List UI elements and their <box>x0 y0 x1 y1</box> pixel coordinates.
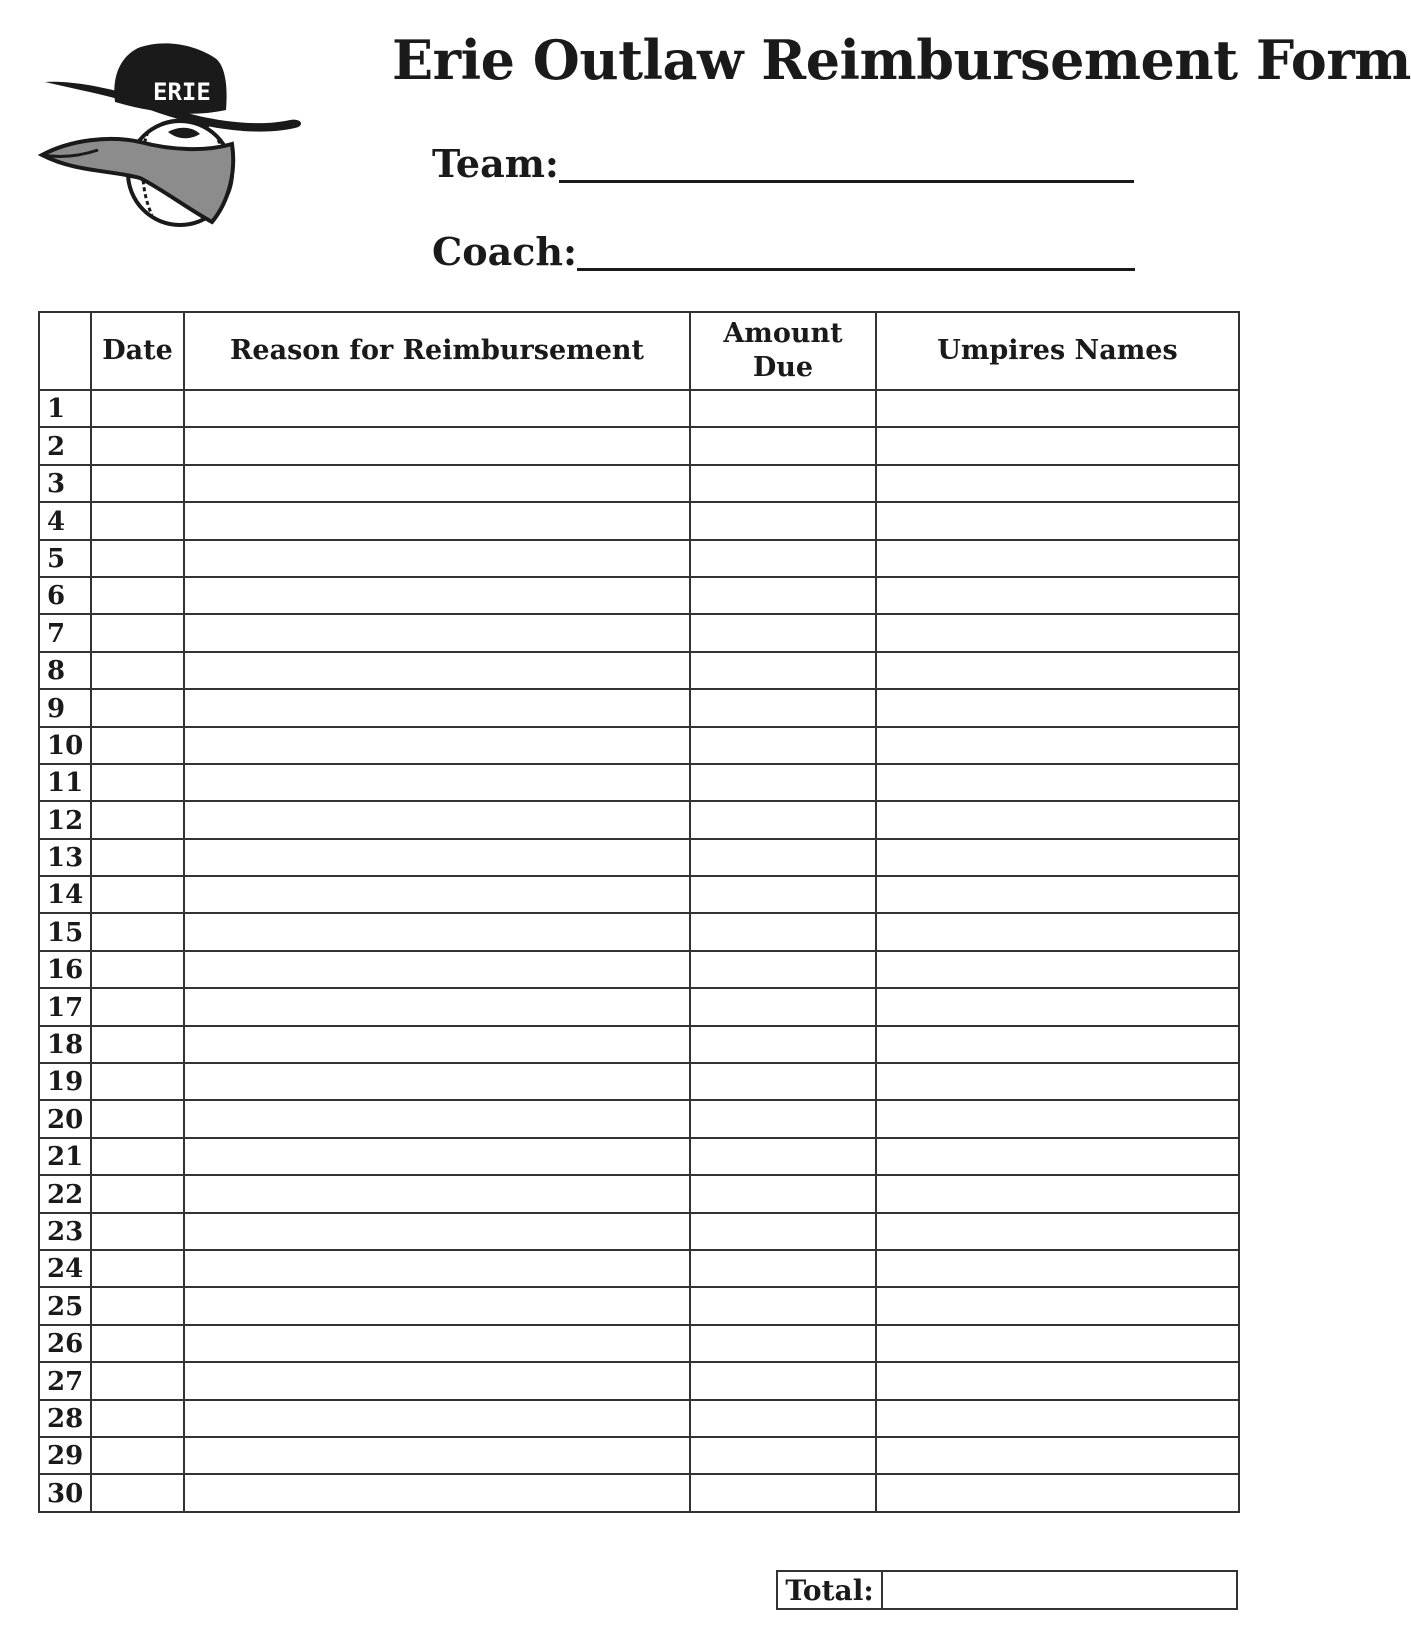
amount-due-cell[interactable] <box>690 951 876 988</box>
row-number: 6 <box>39 577 91 614</box>
date-cell[interactable] <box>91 988 184 1025</box>
row-number: 9 <box>39 689 91 726</box>
reason-cell[interactable] <box>184 764 690 801</box>
amount-due-cell[interactable] <box>690 764 876 801</box>
umpires-cell[interactable] <box>876 913 1239 950</box>
amount-due-cell[interactable] <box>690 1474 876 1511</box>
reason-cell[interactable] <box>184 1026 690 1063</box>
umpires-cell[interactable] <box>876 1474 1239 1511</box>
umpires-cell[interactable] <box>876 1437 1239 1474</box>
umpires-cell[interactable] <box>876 540 1239 577</box>
row-number: 30 <box>39 1474 91 1511</box>
row-number: 22 <box>39 1175 91 1212</box>
table-row <box>39 727 1239 764</box>
reason-cell[interactable] <box>184 1175 690 1212</box>
coach-input-line[interactable] <box>577 230 1135 271</box>
row-number: 28 <box>39 1400 91 1437</box>
umpires-cell[interactable] <box>876 727 1239 764</box>
date-cell[interactable] <box>91 913 184 950</box>
reimbursement-table <box>38 311 1240 1513</box>
reason-cell[interactable] <box>184 988 690 1025</box>
table-row <box>39 465 1239 502</box>
date-cell[interactable] <box>91 1474 184 1511</box>
row-number: 18 <box>39 1026 91 1063</box>
reason-cell[interactable] <box>184 1287 690 1324</box>
row-number: 21 <box>39 1138 91 1175</box>
reason-cell[interactable] <box>184 727 690 764</box>
reason-cell[interactable] <box>184 577 690 614</box>
umpires-cell[interactable] <box>876 1138 1239 1175</box>
table-row <box>39 577 1239 614</box>
amount-due-cell[interactable] <box>690 540 876 577</box>
hat-text: ERIE <box>153 78 211 106</box>
row-number: 15 <box>39 913 91 950</box>
table-row <box>39 652 1239 689</box>
umpires-cell[interactable] <box>876 1100 1239 1137</box>
umpires-cell[interactable] <box>876 801 1239 838</box>
row-number: 29 <box>39 1437 91 1474</box>
row-number: 23 <box>39 1213 91 1250</box>
table-row <box>39 1362 1239 1399</box>
table-row <box>39 1175 1239 1212</box>
reason-cell[interactable] <box>184 801 690 838</box>
row-number: 8 <box>39 652 91 689</box>
row-number: 25 <box>39 1287 91 1324</box>
date-cell[interactable] <box>91 1437 184 1474</box>
amount-due-cell[interactable] <box>690 577 876 614</box>
total-label: Total: <box>776 1570 881 1610</box>
umpires-cell[interactable] <box>876 1175 1239 1212</box>
umpires-cell[interactable] <box>876 390 1239 427</box>
date-cell[interactable] <box>91 951 184 988</box>
date-cell[interactable] <box>91 502 184 539</box>
umpires-cell[interactable] <box>876 427 1239 464</box>
reason-cell[interactable] <box>184 652 690 689</box>
reason-cell[interactable] <box>184 839 690 876</box>
amount-due-cell[interactable] <box>690 839 876 876</box>
team-input-line[interactable] <box>559 142 1134 183</box>
table-row <box>39 801 1239 838</box>
row-number: 11 <box>39 764 91 801</box>
table-row <box>39 1100 1239 1137</box>
amount-due-cell[interactable] <box>690 801 876 838</box>
table-row <box>39 839 1239 876</box>
reason-cell[interactable] <box>184 465 690 502</box>
table-body <box>39 390 1239 1512</box>
reason-cell[interactable] <box>184 1474 690 1511</box>
umpires-cell[interactable] <box>876 876 1239 913</box>
date-cell[interactable] <box>91 1100 184 1137</box>
reason-cell[interactable] <box>184 913 690 950</box>
reason-cell[interactable] <box>184 427 690 464</box>
date-cell[interactable] <box>91 1175 184 1212</box>
row-number: 2 <box>39 427 91 464</box>
date-cell[interactable] <box>91 614 184 651</box>
reason-cell[interactable] <box>184 390 690 427</box>
amount-due-cell[interactable] <box>690 1437 876 1474</box>
amount-due-cell[interactable] <box>690 465 876 502</box>
team-field <box>432 141 1134 186</box>
date-cell[interactable] <box>91 1063 184 1100</box>
amount-due-cell[interactable] <box>690 1138 876 1175</box>
row-number: 17 <box>39 988 91 1025</box>
date-cell[interactable] <box>91 1138 184 1175</box>
amount-due-cell[interactable] <box>690 652 876 689</box>
amount-due-cell[interactable] <box>690 1400 876 1437</box>
row-number: 14 <box>39 876 91 913</box>
umpires-cell[interactable] <box>876 465 1239 502</box>
row-number: 4 <box>39 502 91 539</box>
header-reason: Reason for Reimbursement <box>184 312 690 390</box>
row-number: 3 <box>39 465 91 502</box>
coach-field <box>432 229 1135 274</box>
amount-due-cell[interactable] <box>690 1100 876 1137</box>
date-cell[interactable] <box>91 727 184 764</box>
table-row <box>39 427 1239 464</box>
date-cell[interactable] <box>91 801 184 838</box>
row-number: 27 <box>39 1362 91 1399</box>
reason-cell[interactable] <box>184 1362 690 1399</box>
reason-cell[interactable] <box>184 876 690 913</box>
amount-due-cell[interactable] <box>690 1287 876 1324</box>
reason-cell[interactable] <box>184 1138 690 1175</box>
amount-due-cell[interactable] <box>690 988 876 1025</box>
umpires-cell[interactable] <box>876 614 1239 651</box>
table-row <box>39 502 1239 539</box>
table-row <box>39 1026 1239 1063</box>
erie-outlaw-logo <box>40 40 315 240</box>
amount-due-cell[interactable] <box>690 502 876 539</box>
coach-label: Coach: <box>432 229 578 274</box>
umpires-cell[interactable] <box>876 652 1239 689</box>
umpires-cell[interactable] <box>876 577 1239 614</box>
umpires-cell[interactable] <box>876 951 1239 988</box>
amount-due-cell[interactable] <box>690 1325 876 1362</box>
row-number: 5 <box>39 540 91 577</box>
umpires-cell[interactable] <box>876 689 1239 726</box>
umpires-cell[interactable] <box>876 1063 1239 1100</box>
umpires-cell[interactable] <box>876 1026 1239 1063</box>
umpires-cell[interactable] <box>876 1287 1239 1324</box>
date-cell[interactable] <box>91 540 184 577</box>
header-date: Date <box>91 312 184 390</box>
amount-due-cell[interactable] <box>690 727 876 764</box>
date-cell[interactable] <box>91 1325 184 1362</box>
table-row <box>39 1287 1239 1324</box>
date-cell[interactable] <box>91 876 184 913</box>
reason-cell[interactable] <box>184 1100 690 1137</box>
row-number: 16 <box>39 951 91 988</box>
row-number: 10 <box>39 727 91 764</box>
row-number: 7 <box>39 614 91 651</box>
table-row <box>39 1325 1239 1362</box>
umpires-cell[interactable] <box>876 839 1239 876</box>
umpires-cell[interactable] <box>876 1250 1239 1287</box>
row-number: 12 <box>39 801 91 838</box>
date-cell[interactable] <box>91 689 184 726</box>
header-umpires: Umpires Names <box>876 312 1239 390</box>
page-title: Erie Outlaw Reimbursement Form <box>392 28 1411 92</box>
date-cell[interactable] <box>91 1287 184 1324</box>
table-header-row <box>39 312 1239 390</box>
reason-cell[interactable] <box>184 1213 690 1250</box>
reason-cell[interactable] <box>184 614 690 651</box>
row-number: 26 <box>39 1325 91 1362</box>
date-cell[interactable] <box>91 577 184 614</box>
date-cell[interactable] <box>91 1362 184 1399</box>
umpires-cell[interactable] <box>876 1325 1239 1362</box>
amount-due-cell[interactable] <box>690 427 876 464</box>
row-number: 19 <box>39 1063 91 1100</box>
date-cell[interactable] <box>91 1213 184 1250</box>
table-row <box>39 1213 1239 1250</box>
table-row <box>39 1474 1239 1511</box>
amount-due-cell[interactable] <box>690 1175 876 1212</box>
total-row <box>776 1570 1238 1610</box>
header-amount-line2: Due <box>752 352 814 383</box>
header-amount-due <box>690 312 876 390</box>
reason-cell[interactable] <box>184 540 690 577</box>
header-row-number <box>39 312 91 390</box>
amount-due-cell[interactable] <box>690 1213 876 1250</box>
amount-due-cell[interactable] <box>690 1026 876 1063</box>
reason-cell[interactable] <box>184 1250 690 1287</box>
team-label: Team: <box>432 141 559 186</box>
date-cell[interactable] <box>91 1026 184 1063</box>
table-row <box>39 876 1239 913</box>
umpires-cell[interactable] <box>876 988 1239 1025</box>
row-number: 20 <box>39 1100 91 1137</box>
table-row <box>39 1250 1239 1287</box>
header-amount-line1: Amount <box>723 318 843 350</box>
amount-due-cell[interactable] <box>690 1063 876 1100</box>
amount-due-cell[interactable] <box>690 614 876 651</box>
date-cell[interactable] <box>91 1400 184 1437</box>
reason-cell[interactable] <box>184 1437 690 1474</box>
date-cell[interactable] <box>91 764 184 801</box>
umpires-cell[interactable] <box>876 1400 1239 1437</box>
row-number: 1 <box>39 390 91 427</box>
reason-cell[interactable] <box>184 951 690 988</box>
date-cell[interactable] <box>91 465 184 502</box>
reason-cell[interactable] <box>184 1325 690 1362</box>
table-row <box>39 988 1239 1025</box>
table-row <box>39 913 1239 950</box>
date-cell[interactable] <box>91 1250 184 1287</box>
amount-due-cell[interactable] <box>690 913 876 950</box>
umpires-cell[interactable] <box>876 502 1239 539</box>
row-number: 13 <box>39 839 91 876</box>
reason-cell[interactable] <box>184 1400 690 1437</box>
total-input-box[interactable] <box>881 1570 1238 1610</box>
amount-due-cell[interactable] <box>690 876 876 913</box>
amount-due-cell[interactable] <box>690 1362 876 1399</box>
date-cell[interactable] <box>91 427 184 464</box>
row-number: 24 <box>39 1250 91 1287</box>
umpires-cell[interactable] <box>876 1213 1239 1250</box>
amount-due-cell[interactable] <box>690 390 876 427</box>
reason-cell[interactable] <box>184 689 690 726</box>
table-row <box>39 951 1239 988</box>
umpires-cell[interactable] <box>876 1362 1239 1399</box>
reason-cell[interactable] <box>184 502 690 539</box>
amount-due-cell[interactable] <box>690 689 876 726</box>
table-row <box>39 1138 1239 1175</box>
table-row <box>39 1437 1239 1474</box>
table-row <box>39 614 1239 651</box>
table-row <box>39 1400 1239 1437</box>
reason-cell[interactable] <box>184 1063 690 1100</box>
table-row <box>39 689 1239 726</box>
table-row <box>39 540 1239 577</box>
table-row <box>39 390 1239 427</box>
date-cell[interactable] <box>91 839 184 876</box>
amount-due-cell[interactable] <box>690 1250 876 1287</box>
date-cell[interactable] <box>91 390 184 427</box>
table-row <box>39 1063 1239 1100</box>
date-cell[interactable] <box>91 652 184 689</box>
umpires-cell[interactable] <box>876 764 1239 801</box>
table-row <box>39 764 1239 801</box>
